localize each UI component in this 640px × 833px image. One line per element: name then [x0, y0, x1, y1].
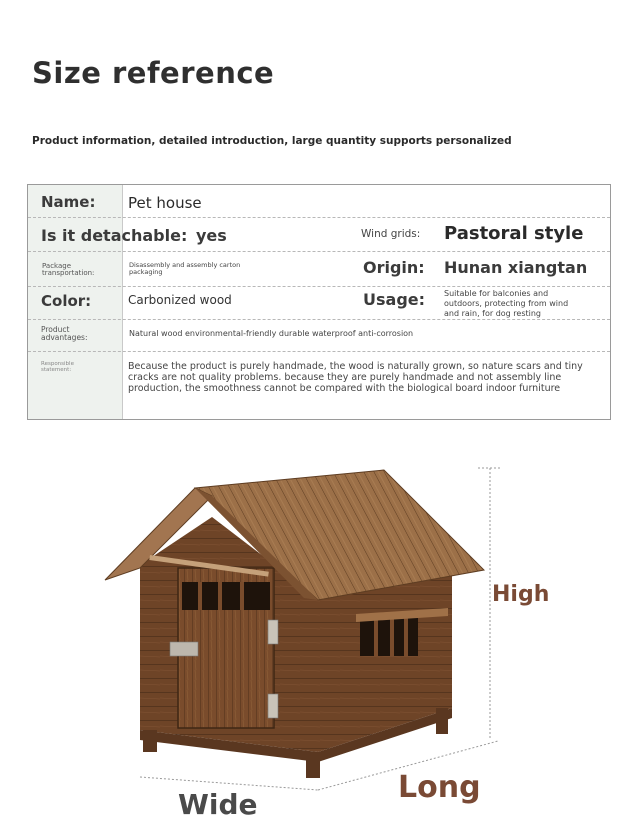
page-title: Size reference: [32, 56, 275, 90]
row-divider: [28, 351, 610, 352]
long-label: Long: [398, 770, 481, 805]
leg: [306, 752, 320, 778]
statement-value: Because the product is purely handmade, the wood is naturally grown, so nature scars and tiny cracks are not quality problems. because they are purely handmade and not assembly line production, the smoothness cannot be compared with the biological board indoor furniture: [128, 361, 583, 394]
high-label: High: [492, 582, 550, 607]
name-value: Pet house: [128, 194, 202, 212]
row-divider: [28, 251, 610, 252]
usage-label: Usage:: [363, 290, 426, 309]
name-label: Name:: [41, 193, 96, 211]
color-label: Color:: [41, 292, 92, 310]
origin-label: Origin:: [363, 258, 425, 277]
row-divider: [28, 319, 610, 320]
door-vent: [182, 582, 270, 610]
wind-grids-label: Wind grids:: [361, 228, 421, 240]
origin-value: Hunan xiangtan: [444, 258, 588, 277]
statement-label-2: statement:: [41, 367, 72, 373]
leg: [436, 708, 448, 734]
wide-label: Wide: [178, 788, 258, 821]
product-illustration: [0, 440, 640, 829]
usage-value-1: Suitable for balconies and: [444, 289, 549, 298]
package-value-2: packaging: [129, 268, 163, 276]
advantages-value: Natural wood environmental-friendly durable waterproof anti-corrosion: [129, 329, 414, 338]
advantages-label-1: Product: [41, 325, 70, 334]
dog-house-image: [0, 440, 640, 829]
column-divider: [122, 185, 123, 419]
leg: [143, 730, 157, 752]
wind-grids-value: Pastoral style: [444, 223, 584, 244]
usage-value-2: outdoors, protecting from wind: [444, 299, 569, 308]
side-window: [360, 618, 418, 656]
package-label-1: Package: [42, 262, 72, 270]
detachable-value: yes: [196, 226, 227, 245]
door-latch: [170, 642, 198, 656]
statement-label-1: Responsible: [41, 361, 74, 367]
detachable-label: Is it detachable:: [41, 226, 188, 245]
hinge: [268, 694, 278, 718]
hinge: [268, 620, 278, 644]
package-label-2: transportation:: [42, 269, 95, 277]
package-value-1: Disassembly and assembly carton: [129, 261, 241, 269]
spec-table: [27, 184, 611, 420]
color-value: Carbonized wood: [128, 293, 232, 307]
row-divider: [28, 217, 610, 218]
page-subtitle: Product information, detailed introduction, large quantity supports personalized: [32, 135, 512, 147]
row-divider: [28, 286, 610, 287]
usage-value-3: and rain, for dog resting: [444, 309, 542, 318]
advantages-label-2: advantages:: [41, 333, 88, 342]
